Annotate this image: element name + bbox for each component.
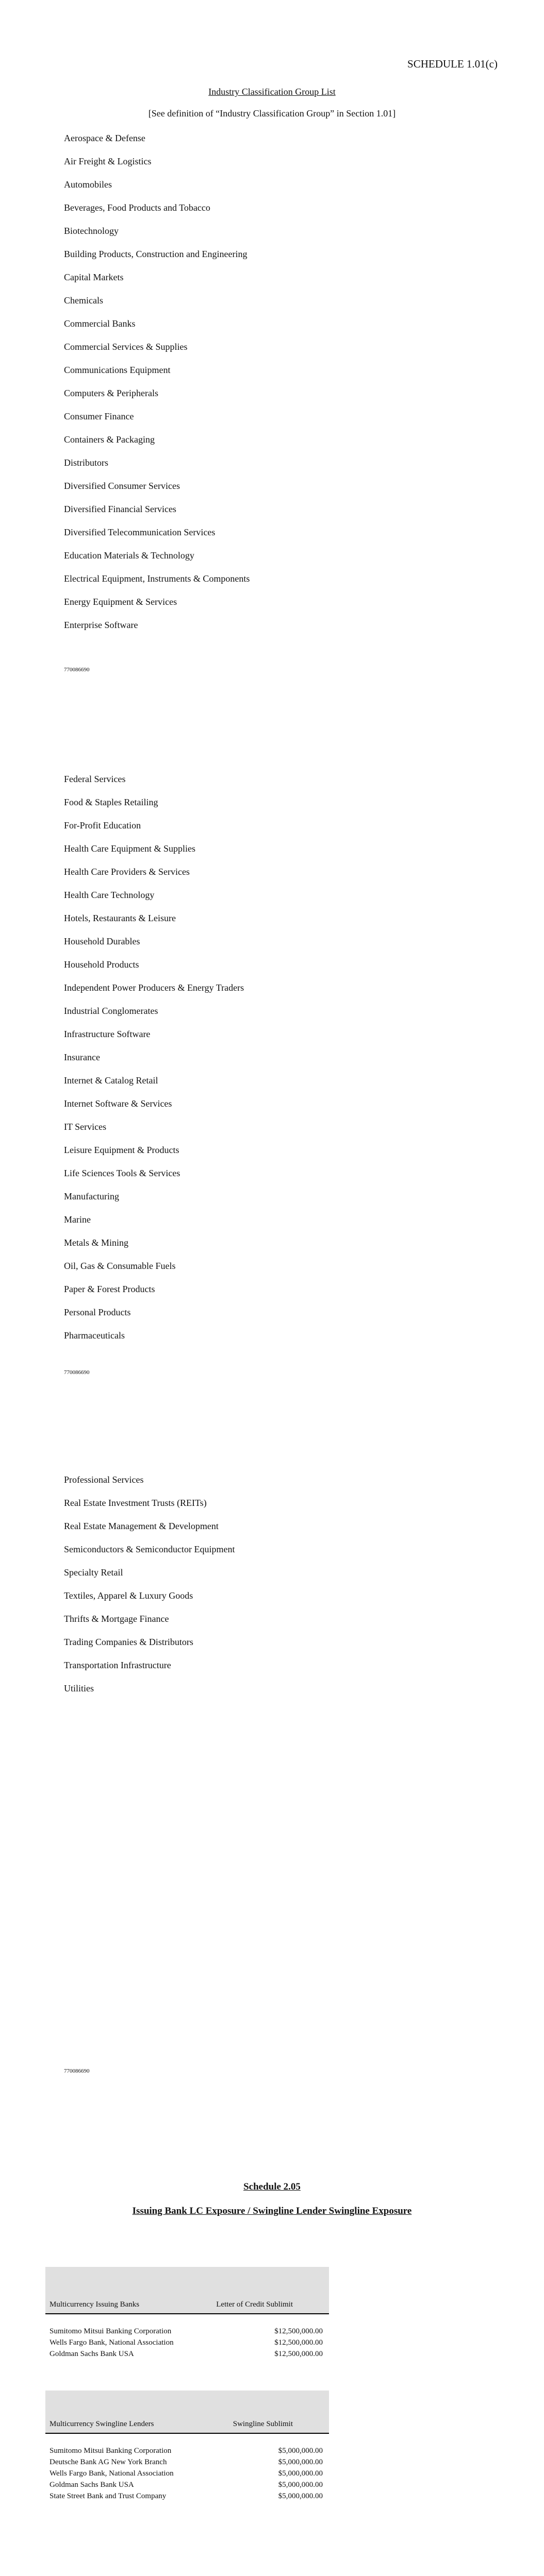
bank-name: Sumitomo Mitsui Banking Corporation: [50, 2327, 172, 2335]
lender-name: State Street Bank and Trust Company: [50, 2492, 167, 2500]
sublimit-amount: $5,000,000.00: [278, 2447, 323, 2455]
list-item: Commercial Services & Supplies: [64, 342, 188, 352]
list-item: Utilities: [64, 1683, 94, 1693]
list-item: Real Estate Investment Trusts (REITs): [64, 1498, 207, 1508]
industry-list-page1: [64, 127, 250, 637]
list-item: Hotels, Restaurants & Leisure: [64, 913, 176, 923]
sublimit-amount: $12,500,000.00: [274, 2327, 323, 2335]
list-item: Consumer Finance: [64, 411, 134, 421]
list-item: Diversified Telecommunication Services: [64, 527, 216, 537]
doc-id: 770086690: [64, 667, 90, 673]
column-header: Multicurrency Issuing Banks: [50, 2300, 140, 2309]
list-item: Internet & Catalog Retail: [64, 1075, 158, 1086]
issuing-bank-table: [45, 2267, 329, 2360]
list-item: Oil, Gas & Consumable Fuels: [64, 1261, 176, 1271]
list-item: Chemicals: [64, 295, 103, 306]
list-item: Real Estate Management & Development: [64, 1521, 219, 1531]
table-row: [45, 2490, 329, 2502]
sublimit-amount: $12,500,000.00: [274, 2338, 323, 2347]
list-item: Life Sciences Tools & Services: [64, 1168, 180, 1178]
list-item: Independent Power Producers & Energy Traders: [64, 982, 244, 993]
list-item: For-Profit Education: [64, 820, 141, 831]
sublimit-amount: $5,000,000.00: [278, 2492, 323, 2500]
bank-name: Goldman Sachs Bank USA: [50, 2350, 134, 2358]
list-item: Air Freight & Logistics: [64, 156, 152, 166]
list-item: Electrical Equipment, Instruments & Components: [64, 573, 250, 584]
list-item: Textiles, Apparel & Luxury Goods: [64, 1590, 193, 1601]
lender-name: Goldman Sachs Bank USA: [50, 2481, 134, 2489]
schedule-title: Schedule 2.05: [243, 2181, 301, 2192]
list-item: Biotechnology: [64, 226, 119, 236]
industry-list-page2: [64, 768, 244, 1347]
schedule-label: SCHEDULE 1.01(c): [407, 58, 498, 70]
list-item: Transportation Infrastructure: [64, 1660, 171, 1670]
table-row: [45, 2445, 329, 2456]
doc-id: 770086690: [64, 2068, 90, 2074]
list-item: Capital Markets: [64, 272, 124, 282]
swingline-lender-table: [45, 2391, 329, 2502]
list-item: Professional Services: [64, 1475, 144, 1485]
column-header: Swingline Sublimit: [233, 2420, 293, 2428]
list-item: Federal Services: [64, 774, 126, 784]
page-title: Industry Classification Group List: [208, 87, 336, 97]
sublimit-amount: $5,000,000.00: [278, 2458, 323, 2466]
list-item: Computers & Peripherals: [64, 388, 158, 398]
table-row: [45, 2337, 329, 2348]
list-item: Containers & Packaging: [64, 434, 155, 445]
bank-name: Wells Fargo Bank, National Association: [50, 2338, 174, 2347]
list-item: Household Durables: [64, 936, 140, 946]
page-subtitle: [See definition of “Industry Classification Group” in Section 1.01]: [148, 108, 396, 118]
list-item: Thrifts & Mortgage Finance: [64, 1614, 169, 1624]
table-row: [45, 2348, 329, 2360]
column-header: Multicurrency Swingline Lenders: [50, 2420, 154, 2428]
list-item: Automobiles: [64, 179, 112, 190]
column-header: Letter of Credit Sublimit: [216, 2300, 293, 2309]
lender-name: Deutsche Bank AG New York Branch: [50, 2458, 167, 2466]
list-item: Distributors: [64, 457, 109, 468]
table-header: [45, 2391, 329, 2434]
list-item: Leisure Equipment & Products: [64, 1145, 179, 1155]
list-item: Health Care Technology: [64, 890, 155, 900]
sublimit-amount: $5,000,000.00: [278, 2469, 323, 2478]
list-item: Paper & Forest Products: [64, 1284, 155, 1294]
list-item: Industrial Conglomerates: [64, 1006, 158, 1016]
list-item: Insurance: [64, 1052, 100, 1062]
list-item: Internet Software & Services: [64, 1098, 172, 1109]
list-item: Enterprise Software: [64, 620, 138, 630]
table-row: [45, 2456, 329, 2468]
list-item: Energy Equipment & Services: [64, 597, 177, 607]
sublimit-amount: $5,000,000.00: [278, 2481, 323, 2489]
industry-list-page3: [64, 1468, 235, 1700]
list-item: Trading Companies & Distributors: [64, 1637, 193, 1647]
list-item: Semiconductors & Semiconductor Equipment: [64, 1544, 235, 1554]
list-item: Infrastructure Software: [64, 1029, 151, 1039]
list-item: Manufacturing: [64, 1191, 119, 1201]
list-item: Diversified Consumer Services: [64, 481, 180, 491]
list-item: Specialty Retail: [64, 1567, 123, 1578]
list-item: Commercial Banks: [64, 318, 136, 329]
doc-id: 770086690: [64, 1369, 90, 1376]
schedule-subtitle: Issuing Bank LC Exposure / Swingline Lender Swingline Exposure: [132, 2206, 412, 2216]
list-item: Personal Products: [64, 1307, 131, 1317]
list-item: Diversified Financial Services: [64, 504, 176, 514]
list-item: IT Services: [64, 1122, 107, 1132]
table-row: [45, 2326, 329, 2337]
list-item: Communications Equipment: [64, 365, 171, 375]
list-item: Beverages, Food Products and Tobacco: [64, 202, 210, 213]
sublimit-amount: $12,500,000.00: [274, 2350, 323, 2358]
table-header: [45, 2267, 329, 2314]
list-item: Education Materials & Technology: [64, 550, 194, 561]
table-row: [45, 2468, 329, 2479]
list-item: Health Care Equipment & Supplies: [64, 843, 195, 854]
list-item: Marine: [64, 1214, 91, 1225]
list-item: Pharmaceuticals: [64, 1330, 125, 1341]
list-item: Aerospace & Defense: [64, 133, 145, 143]
lender-name: Sumitomo Mitsui Banking Corporation: [50, 2447, 172, 2455]
list-item: Building Products, Construction and Engineering: [64, 249, 248, 259]
list-item: Metals & Mining: [64, 1238, 128, 1248]
lender-name: Wells Fargo Bank, National Association: [50, 2469, 174, 2478]
table-row: [45, 2479, 329, 2490]
list-item: Health Care Providers & Services: [64, 867, 190, 877]
list-item: Household Products: [64, 959, 139, 970]
list-item: Food & Staples Retailing: [64, 797, 158, 807]
